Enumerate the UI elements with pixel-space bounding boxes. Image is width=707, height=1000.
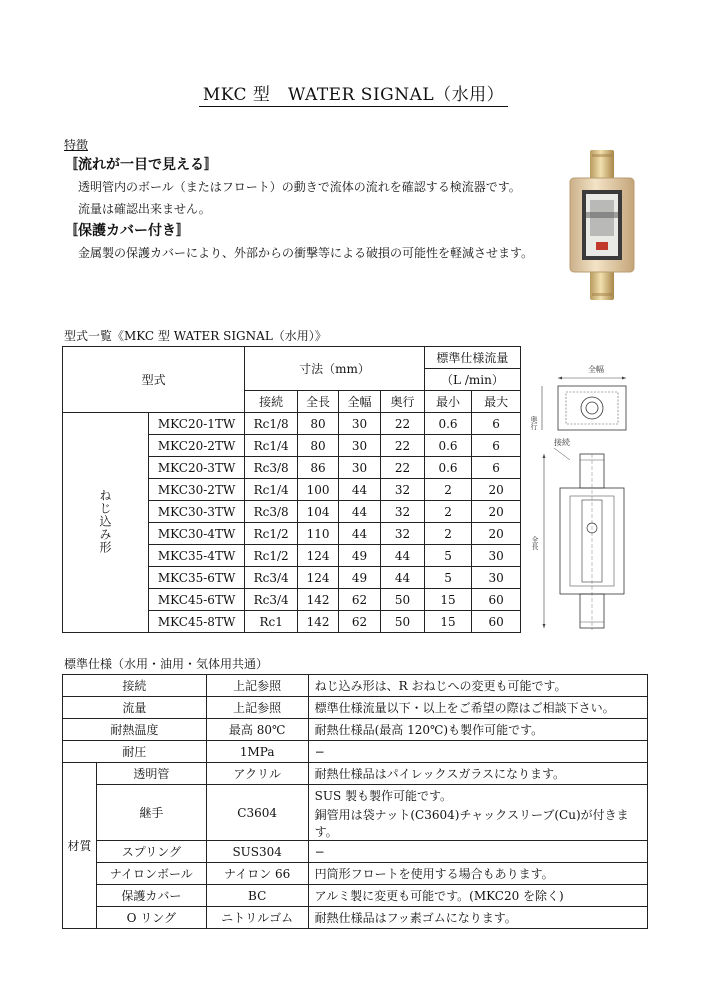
table-cell: Rc1/2	[245, 545, 298, 567]
page-title-text: MKC 型 WATER SIGNAL（水用）	[199, 85, 508, 107]
dimension-drawing	[526, 350, 646, 635]
table-row	[63, 885, 648, 907]
table-cell: 60	[472, 589, 521, 611]
table-cell: 80	[298, 435, 339, 457]
drawing-connection-label: 接続	[554, 438, 570, 447]
spec-caption: 標準仕様（水用・油用・気体用共通）	[64, 657, 269, 671]
header-width: 全幅	[338, 391, 380, 413]
table-row	[63, 719, 648, 741]
table-cell: 32	[381, 523, 425, 545]
table-row	[63, 841, 648, 863]
table-cell: 6	[472, 413, 521, 435]
table-cell: 15	[424, 611, 471, 633]
spec-name: スプリング	[96, 841, 206, 863]
table-cell: 0.6	[424, 435, 471, 457]
table-cell: 22	[381, 457, 425, 479]
table-row	[63, 741, 648, 763]
table-cell: 2	[424, 523, 471, 545]
table-cell: 30	[338, 457, 380, 479]
product-photo	[566, 150, 638, 300]
header-flow-line1: 標準仕様流量	[424, 347, 520, 369]
spec-name: 接続	[63, 675, 207, 697]
table-cell: 30	[338, 435, 380, 457]
spec-note: 耐熱仕様品(最高 120℃)も製作可能です。	[308, 719, 647, 741]
table-cell: 62	[338, 589, 380, 611]
table-row	[63, 763, 648, 785]
drawing-width-label: 全幅	[588, 365, 604, 374]
table-header-row	[63, 347, 521, 369]
header-length: 全長	[298, 391, 339, 413]
header-max: 最大	[472, 391, 521, 413]
spec-value: 上記参照	[206, 697, 308, 719]
table-cell: 62	[338, 611, 380, 633]
page-title	[0, 80, 707, 105]
spec-note: ねじ込み形は、R おねじへの変更も可能です。	[308, 675, 647, 697]
header-connection: 接続	[245, 391, 298, 413]
table-cell: 22	[381, 435, 425, 457]
header-model: 型式	[63, 347, 245, 413]
table-cell: 20	[472, 523, 521, 545]
table-cell: 44	[338, 479, 380, 501]
table-cell: 49	[338, 567, 380, 589]
table-cell: Rc3/4	[245, 567, 298, 589]
table-cell: 44	[381, 567, 425, 589]
header-dims: 寸法（mm）	[245, 347, 425, 391]
group-label-cell	[63, 413, 149, 633]
spec-value: 最高 80℃	[206, 719, 308, 741]
table-cell: 124	[298, 567, 339, 589]
table-cell: 142	[298, 589, 339, 611]
table-cell: 2	[424, 479, 471, 501]
table-row	[63, 697, 648, 719]
spec-value: 1MPa	[206, 741, 308, 763]
spec-value: ナイロン 66	[206, 863, 308, 885]
feature-heading-cover: 〚保護カバー付き〛	[64, 223, 190, 239]
table-cell: MKC45-8TW	[149, 611, 245, 633]
table-cell: 32	[381, 501, 425, 523]
spec-name: 透明管	[96, 763, 206, 785]
drawing-length-label: 全長	[531, 536, 539, 550]
table-cell: 44	[338, 501, 380, 523]
feature-heading-flow: 〚流れが一目で見える〛	[64, 157, 218, 173]
models-caption: 型式一覧《MKC 型 WATER SIGNAL（水用）》	[64, 329, 327, 343]
table-cell: 6	[472, 435, 521, 457]
features-label: 特徴	[64, 138, 89, 152]
table-cell: 0.6	[424, 457, 471, 479]
table-cell: Rc3/8	[245, 501, 298, 523]
table-cell: MKC20-3TW	[149, 457, 245, 479]
table-cell: MKC45-6TW	[149, 589, 245, 611]
feature-text: 透明管内のボール（またはフロート）の動きで流体の流れを確認する検流器です。	[78, 180, 521, 194]
table-cell: MKC35-4TW	[149, 545, 245, 567]
table-cell: MKC20-2TW	[149, 435, 245, 457]
spec-note: アルミ製に変更も可能です。(MKC20 を除く)	[308, 885, 647, 907]
table-cell: 20	[472, 479, 521, 501]
table-cell: 110	[298, 523, 339, 545]
table-row	[63, 907, 648, 929]
table-cell: 22	[381, 413, 425, 435]
table-cell: 142	[298, 611, 339, 633]
table-cell: 50	[381, 589, 425, 611]
spec-name: 保護カバー	[96, 885, 206, 907]
table-cell: MKC30-4TW	[149, 523, 245, 545]
table-cell: 86	[298, 457, 339, 479]
spec-name: 継手	[96, 785, 206, 841]
table-cell: MKC30-3TW	[149, 501, 245, 523]
spec-note: −	[308, 841, 647, 863]
table-cell: 44	[338, 523, 380, 545]
models-table	[62, 346, 521, 633]
table-cell: Rc1/2	[245, 523, 298, 545]
table-cell: Rc1/4	[245, 435, 298, 457]
table-cell: Rc1/4	[245, 479, 298, 501]
table-cell: 44	[381, 545, 425, 567]
header-depth: 奥行	[381, 391, 425, 413]
table-row	[63, 413, 521, 435]
feature-text: 流量は確認出来ません。	[78, 202, 211, 216]
table-cell: Rc1	[245, 611, 298, 633]
spec-note: −	[308, 741, 647, 763]
table-cell: 5	[424, 545, 471, 567]
spec-value: 上記参照	[206, 675, 308, 697]
spec-note: 銅管用は袋ナット(C3604)チャックスリーブ(Cu)が付きます。	[308, 806, 647, 841]
table-cell: 30	[472, 545, 521, 567]
spec-note: 耐熱仕様品はフッ素ゴムになります。	[308, 907, 647, 929]
table-cell: 100	[298, 479, 339, 501]
spec-value: アクリル	[206, 763, 308, 785]
table-row	[63, 863, 648, 885]
table-row	[63, 675, 648, 697]
spec-name: ナイロンボール	[96, 863, 206, 885]
header-flow-line2: （L /min）	[424, 369, 520, 391]
table-cell: 20	[472, 501, 521, 523]
table-row	[63, 785, 648, 807]
spec-note: 耐熱仕様品はパイレックスガラスになります。	[308, 763, 647, 785]
spec-name: O リング	[96, 907, 206, 929]
table-cell: 124	[298, 545, 339, 567]
table-cell: MKC35-6TW	[149, 567, 245, 589]
spec-name: 耐熱温度	[63, 719, 207, 741]
table-cell: Rc3/4	[245, 589, 298, 611]
table-cell: 6	[472, 457, 521, 479]
spec-note: 円筒形フロートを使用する場合もあります。	[308, 863, 647, 885]
table-cell: 0.6	[424, 413, 471, 435]
spec-note: 標準仕様流量以下・以上をご希望の際はご相談下さい。	[308, 697, 647, 719]
table-cell: Rc1/8	[245, 413, 298, 435]
material-label: 材質	[63, 763, 97, 929]
spec-value: BC	[206, 885, 308, 907]
table-cell: 30	[472, 567, 521, 589]
table-cell: 80	[298, 413, 339, 435]
table-cell: 60	[472, 611, 521, 633]
spec-table	[62, 674, 648, 929]
table-cell: 30	[338, 413, 380, 435]
table-cell: MKC20-1TW	[149, 413, 245, 435]
spec-name: 流量	[63, 697, 207, 719]
header-min: 最小	[424, 391, 471, 413]
spec-value: ニトリルゴム	[206, 907, 308, 929]
spec-note: SUS 製も製作可能です。	[308, 785, 647, 807]
spec-value: C3604	[206, 785, 308, 841]
table-cell: 15	[424, 589, 471, 611]
spec-name: 耐圧	[63, 741, 207, 763]
table-cell: 50	[381, 611, 425, 633]
table-cell: Rc3/8	[245, 457, 298, 479]
table-cell: 49	[338, 545, 380, 567]
table-cell: 104	[298, 501, 339, 523]
table-cell: 2	[424, 501, 471, 523]
table-cell: 32	[381, 479, 425, 501]
feature-text: 金属製の保護カバーにより、外部からの衝撃等による破損の可能性を軽減させます。	[78, 246, 534, 260]
spec-value: SUS304	[206, 841, 308, 863]
drawing-depth-label: 奥行	[530, 416, 538, 430]
group-label: ねじ込み形	[98, 488, 112, 554]
table-cell: MKC30-2TW	[149, 479, 245, 501]
table-cell: 5	[424, 567, 471, 589]
